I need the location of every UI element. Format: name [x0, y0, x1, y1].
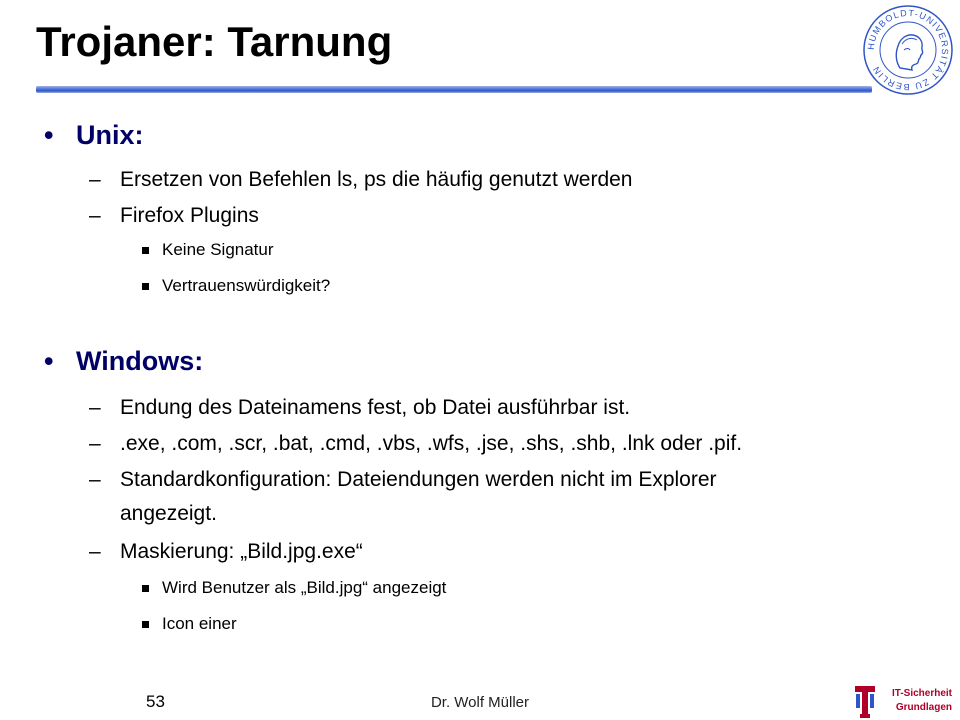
bullet-icon: •	[44, 346, 54, 376]
list-item: – Standardkonfiguration: Dateiendungen werden nicht im Explorer	[120, 466, 717, 494]
sub-list-item: Vertrauenswürdigkeit?	[162, 276, 330, 296]
dash-icon: –	[89, 540, 101, 563]
logo-text: IT-Sicherheit Grundlagen	[891, 688, 952, 713]
it-security-logo-icon	[854, 685, 876, 719]
dash-icon: –	[89, 432, 101, 455]
page-number: 53	[146, 692, 165, 711]
square-bullet-icon	[142, 247, 149, 254]
section-heading-unix: • Unix:	[44, 120, 144, 150]
dash-icon: –	[89, 204, 101, 227]
list-item-continuation: angezeigt.	[120, 502, 217, 525]
footer-author: Dr. Wolf Müller	[430, 694, 530, 711]
square-bullet-icon	[142, 585, 149, 592]
section-heading-windows: • Windows:	[44, 346, 204, 376]
list-item: – Maskierung: „Bild.jpg.exe“	[120, 538, 363, 566]
dash-icon: –	[89, 396, 101, 419]
square-bullet-icon	[142, 621, 149, 628]
it-security-logo	[850, 685, 956, 719]
square-bullet-icon	[142, 283, 149, 290]
sub-list-item: Keine Signatur	[162, 240, 274, 260]
slide-title: Trojaner: Tarnung	[36, 18, 393, 65]
dash-icon: –	[89, 168, 101, 191]
list-item: – Ersetzen von Befehlen ls, ps die häufig genutzt werden	[120, 166, 633, 194]
sub-list-item: Wird Benutzer als „Bild.jpg“ angezeigt	[162, 578, 446, 598]
sub-list-item: Icon einer	[162, 614, 237, 634]
list-item: – Firefox Plugins	[120, 202, 259, 230]
dash-icon: –	[89, 468, 101, 491]
svg-text:HUMBOLDT-UNIVERSITÄT ZU BERLIN: HUMBOLDT-UNIVERSITÄT ZU BERLIN	[865, 7, 951, 93]
list-item: – .exe, .com, .scr, .bat, .cmd, .vbs, .wfs, .jse, .shs, .shb, .lnk oder .pif.	[120, 430, 742, 458]
bullet-icon: •	[44, 120, 54, 150]
list-item: – Endung des Dateinamens fest, ob Datei ausführbar ist.	[120, 394, 630, 422]
